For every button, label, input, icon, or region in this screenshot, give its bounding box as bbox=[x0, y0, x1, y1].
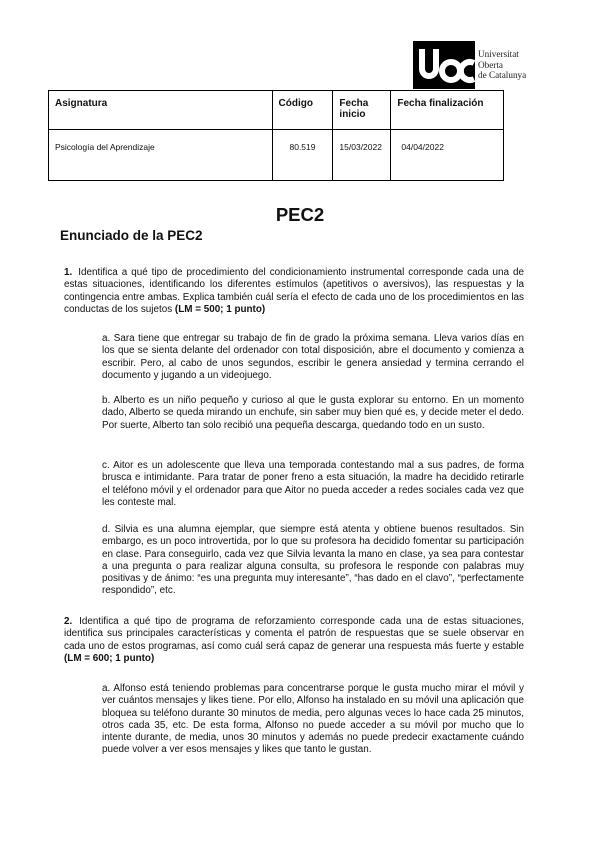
header-fecha-inicio: Fecha inicio bbox=[333, 91, 391, 130]
table-header-row bbox=[49, 91, 504, 130]
header-codigo: Código bbox=[272, 91, 333, 130]
table-row bbox=[49, 130, 504, 181]
list-item bbox=[102, 524, 524, 598]
cell-fecha-inicio: 15/03/2022 bbox=[333, 130, 391, 181]
question-1 bbox=[64, 267, 524, 316]
page-title: PEC2 bbox=[275, 204, 325, 225]
item-text: Silvia es una alumna ejemplar, que siempre está atenta y obtiene buenos resultados. Sin embargo, es un poco introvertida, por lo que su profesora ha decidido fomentar su participación en clase. Para conseguirlo, cada vez que Silvia levanta la mano en clase, ya sea para contestar a una pregunta o para realizar alguna consulta, su profesora le responde con palabras muy positivas y de ánimo: “es una pregunta muy interesante”, “has dado en el clavo”, “perfectamente respondido”, etc. bbox=[102, 524, 524, 597]
item-text: Alberto es un niño pequeño y curioso al que le gusta explorar su entorno. En un momento dado, Alberto se queda mirando un enchufe, sin saber muy bien qué es, y decide meter el dedo. Por suerte, Alberto tan solo recibió una pequeña descarga, quedando todo en un susto. bbox=[102, 395, 525, 431]
item-marker: b. bbox=[102, 395, 111, 406]
uoc-logo-mark-icon bbox=[413, 41, 475, 89]
item-text: Aitor es un adolescente que lleva una temporada contestando mal a sus padres, de forma brusca e intimidante. Para tratar de poner freno a esta situación, la madre ha decidido retirarle el teléfono móvil y el ordenador para que Aitor no pueda acceder a redes sociales cada vez que les conteste mal. bbox=[102, 460, 524, 508]
list-item bbox=[102, 683, 524, 757]
item-marker: d. bbox=[102, 524, 111, 535]
cell-asignatura: Psicología del Aprendizaje bbox=[49, 130, 273, 181]
logo-line-2: Oberta bbox=[478, 59, 503, 70]
question-score: (LM = 600; 1 punto) bbox=[64, 652, 155, 664]
logo-line-1: Universitat bbox=[478, 49, 519, 60]
cell-fecha-finalizacion: 04/04/2022 bbox=[391, 130, 504, 181]
uoc-logo-text bbox=[478, 49, 526, 80]
list-item bbox=[102, 333, 524, 382]
cell-codigo: 80.519 bbox=[272, 130, 333, 181]
question-text: Identifica a qué tipo de programa de reforzamiento corresponde cada una de estas situaciones, identifica sus principales características y comenta el patrón de respuestas que se suele observar en cada uno de estos programas, así como cuál será capaz de generar una respuesta más fuerte y estable bbox=[64, 616, 524, 652]
item-marker: a. bbox=[102, 683, 111, 694]
question-text: Identifica a qué tipo de procedimiento del condicionamiento instrumental corresponde cada una de estas situaciones, identificando los diferentes estímulos (apetitivos o aversivos), las respuestas y la contingencia entre ambas. Explica también cuál sería el efecto de cada uno de los procedimientos en las conductas de los sujetos bbox=[64, 267, 524, 315]
question-number: 2. bbox=[64, 616, 73, 627]
item-text: Alfonso está teniendo problemas para concentrarse porque le gusta mucho mirar el móvil y ver cuántos mensajes y likes tiene. Por ello, Alfonso ha instalado en su móvil una aplicación que bloquea su teléfono durante 30 minutos de media, pero algunas veces lo hace cada 25 minutos, otros cada 35, etc. De esta forma, Alfonso no puede acceder a su móvil por mucho que lo intente durante, de media, unos 30 minutos y además no puede predecir exactamente cuándo puede volver a ver esos mensajes y likes que tanto le gustan. bbox=[102, 683, 524, 756]
page-subtitle: Enunciado de la PEC2 bbox=[60, 228, 203, 243]
header-asignatura: Asignatura bbox=[49, 91, 273, 130]
item-marker: a. bbox=[102, 333, 111, 344]
question-score: (LM = 500; 1 punto) bbox=[174, 303, 266, 315]
logo-line-3: de Catalunya bbox=[478, 70, 527, 81]
question-number: 1. bbox=[64, 267, 73, 278]
list-item bbox=[102, 460, 524, 509]
uoc-logo bbox=[413, 39, 543, 91]
course-info-table bbox=[48, 90, 504, 181]
header-fecha-finalizacion: Fecha finalización bbox=[391, 91, 504, 130]
item-marker: c. bbox=[102, 460, 110, 471]
question-2 bbox=[64, 616, 524, 665]
list-item bbox=[102, 395, 524, 432]
item-text: Sara tiene que entregar su trabajo de fin de grado la próxima semana. Lleva varios días en los que se sienta delante del ordenador con total disposición, abre el documento y comienza a escribir. Pero, al cabo de unos segundos, escribir le genera ansiedad y termina cerrando el documento y jugando a un videojuego. bbox=[102, 333, 524, 381]
